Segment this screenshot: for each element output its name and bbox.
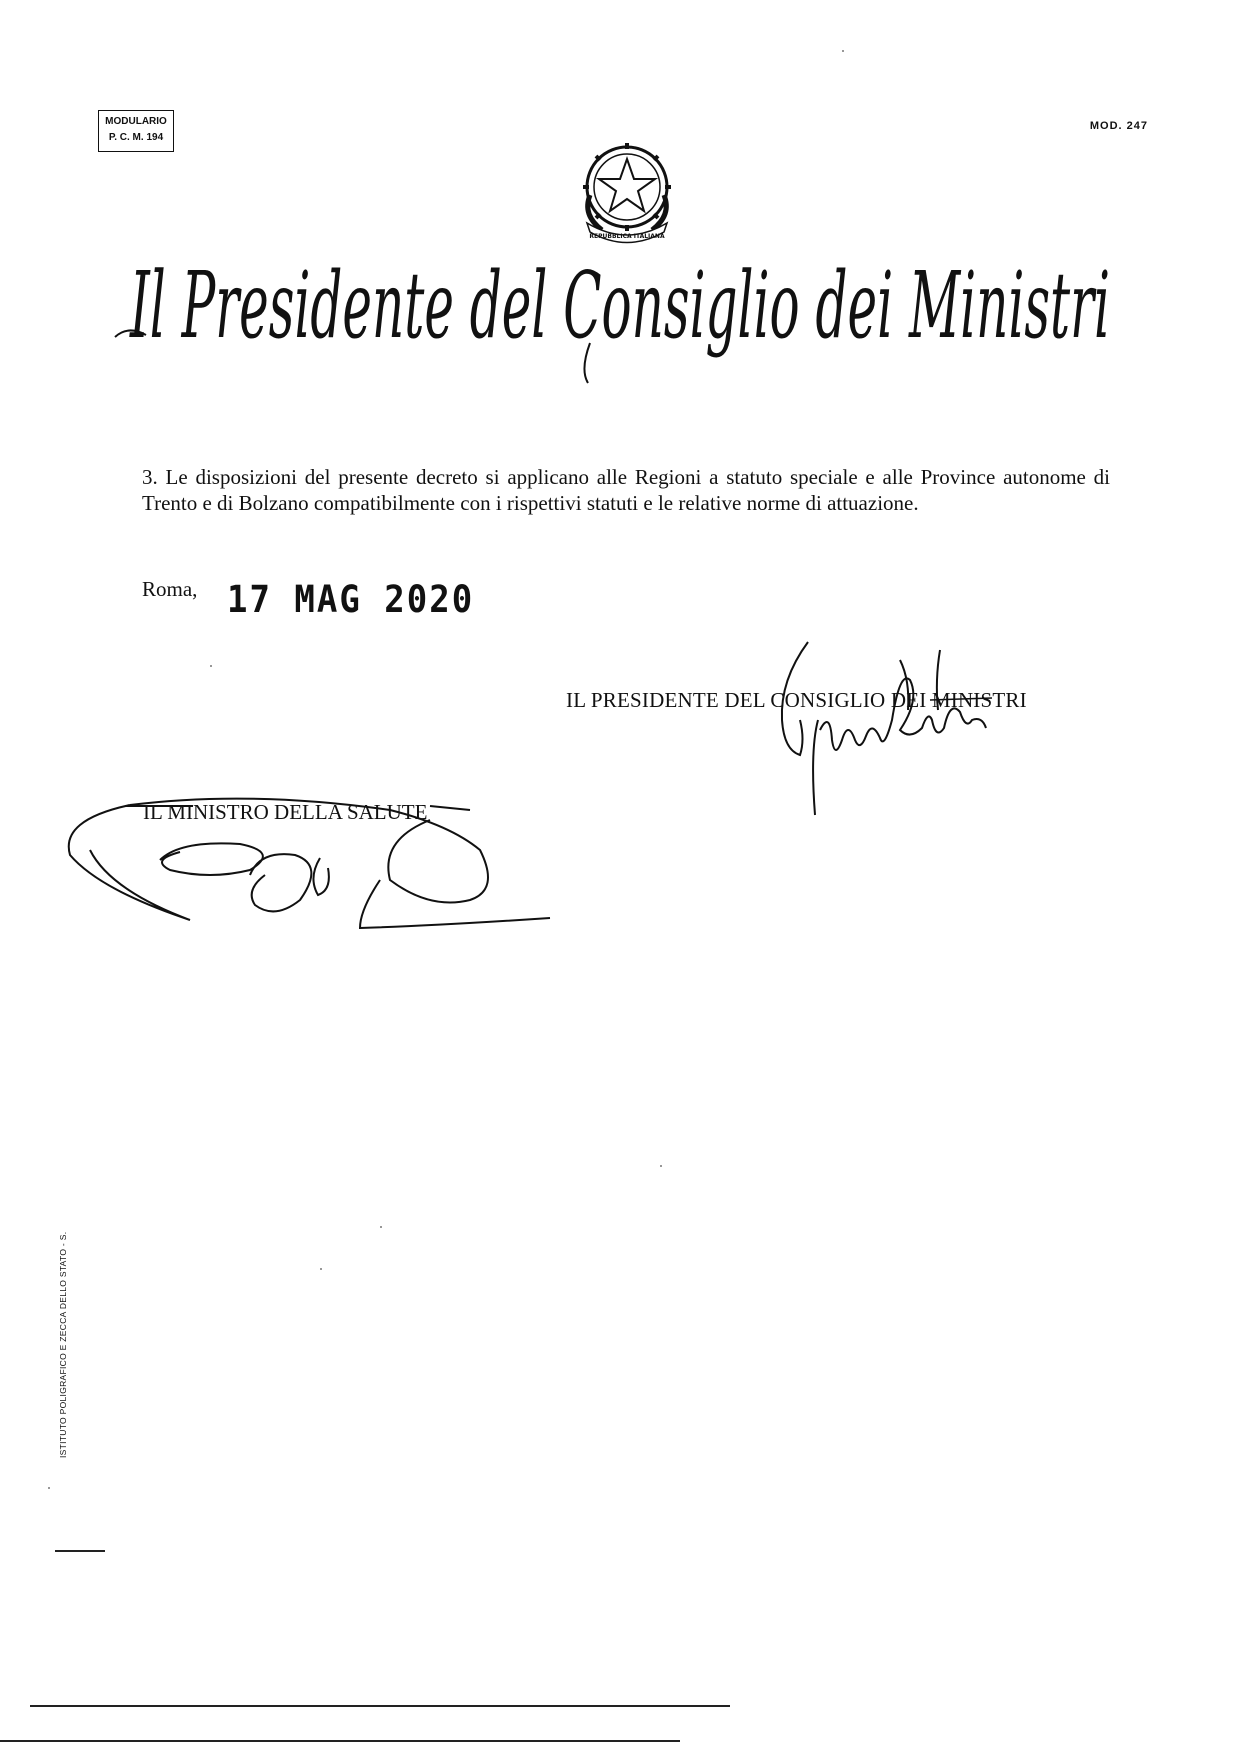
- emblem-ribbon-text: REPUBBLICA ITALIANA: [589, 233, 665, 240]
- minister-title: IL MINISTRO DELLA SALUTE: [143, 800, 428, 824]
- letterhead: [110, 245, 1130, 385]
- letterhead-text: Il Presidente del Consiglio dei Ministri: [128, 252, 1110, 359]
- modulario-code: P. C. M. 194: [108, 132, 164, 143]
- president-title: IL PRESIDENTE DEL CONSIGLIO DEI MINISTRI: [566, 688, 1027, 712]
- emblem-of-italy-icon: [572, 135, 682, 245]
- left-margin-rule: [55, 1550, 105, 1552]
- decree-paragraph: 3. Le disposizioni del presente decreto si applicano alle Regioni a statuto speciale e alle Province autonome di Trento e di Bolzano compatibilmente con i rispettivi statuti e le relative norme di attuazione.: [142, 465, 1110, 515]
- scan-speck: [210, 665, 212, 667]
- form-identifier-box: [98, 110, 174, 152]
- scan-speck: [48, 1487, 50, 1489]
- president-signature: [760, 640, 1010, 820]
- mod-code: MOD. 247: [1089, 120, 1148, 132]
- scan-speck: [660, 1165, 662, 1167]
- scan-speck: [380, 1226, 382, 1228]
- bottom-rule-2: [0, 1740, 680, 1742]
- date-stamp: 17 MAG 2020: [227, 578, 475, 622]
- place-label: Roma,: [142, 577, 198, 601]
- scan-speck: [842, 50, 844, 52]
- scan-speck: [320, 1268, 322, 1270]
- bottom-rule-1: [30, 1705, 730, 1707]
- printer-note: ISTITUTO POLIGRAFICO E ZECCA DELLO STATO - S.: [58, 1231, 68, 1458]
- modulario-label: MODULARIO: [105, 116, 167, 127]
- minister-signature: [50, 780, 560, 940]
